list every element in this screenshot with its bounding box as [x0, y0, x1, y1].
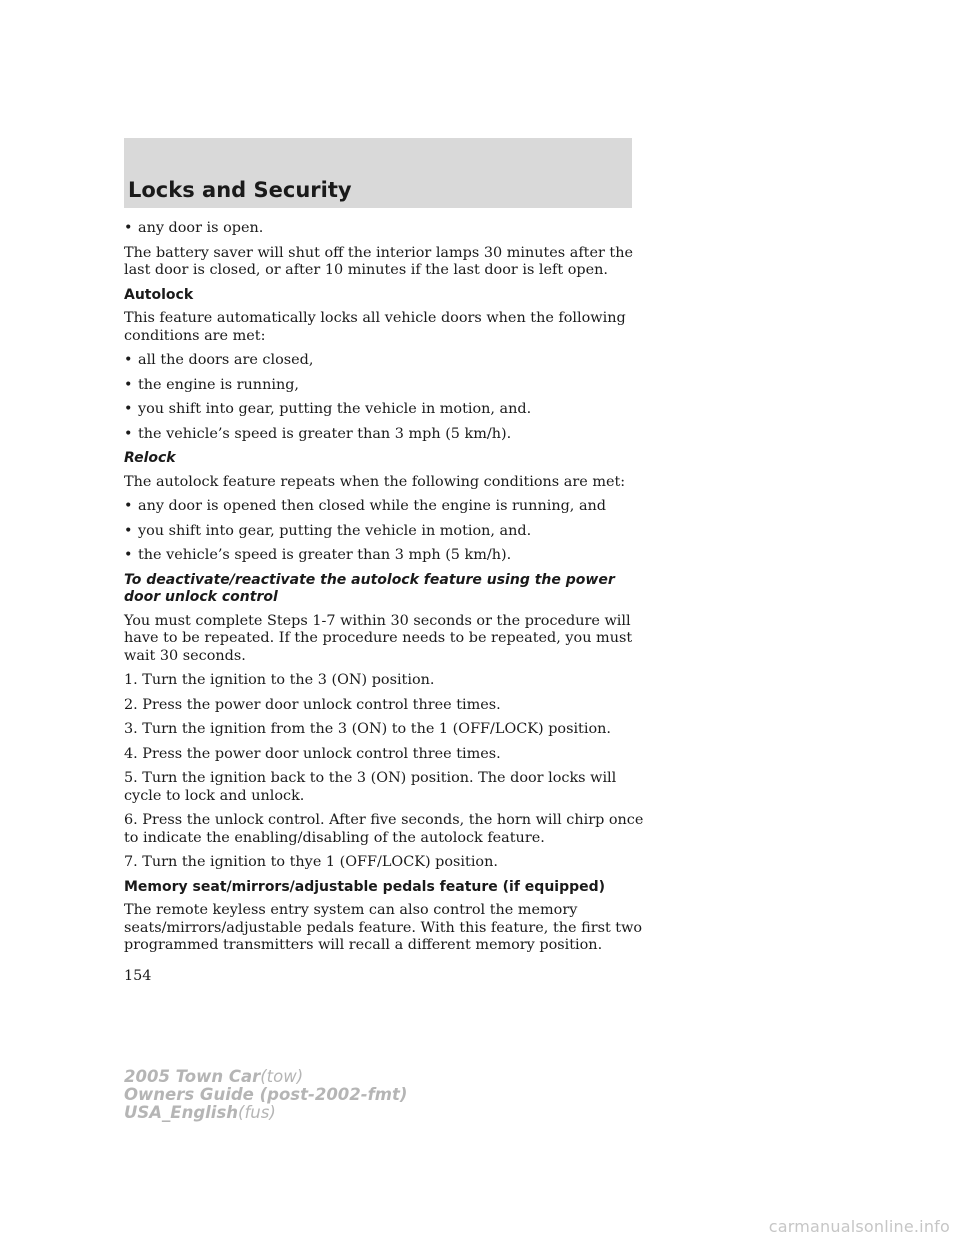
list-item [124, 523, 644, 541]
step-3: 3. Turn the ignition from the 3 (ON) to the 1 (OFF/LOCK) position. [124, 721, 611, 737]
watermark: carmanualsonline.info [768, 1217, 950, 1236]
footer-model: 2005 Town Car [124, 1067, 261, 1086]
bullet-text: any door is open. [138, 220, 264, 236]
section-title: Locks and Security [128, 178, 352, 202]
step-6: 6. Press the unlock control. After five seconds, the horn will chirp once to indicate the enabling/disabling of the autolock feature. [124, 812, 644, 846]
bullet-icon: • [124, 401, 133, 417]
footer-line-3 [124, 1104, 524, 1122]
bullet-icon: • [124, 220, 133, 236]
autolock-heading: Autolock [124, 286, 194, 303]
page-number: 154 [124, 968, 152, 984]
footer-language-code: (fus) [238, 1103, 276, 1122]
step-2: 2. Press the power door unlock control three times. [124, 696, 501, 713]
page-content [124, 220, 644, 962]
footer-language: USA_English [124, 1103, 239, 1122]
step-4: 4. Press the power door unlock control three times. [124, 745, 501, 762]
list-item [124, 377, 644, 395]
list-item [124, 401, 644, 419]
deactivate-intro: You must complete Steps 1-7 within 30 seconds or the procedure will have to be repeated. If the procedure needs to be repeated, you must wait 30 seconds. [124, 612, 633, 664]
bullet-text: you shift into gear, putting the vehicle in motion, and. [138, 522, 532, 539]
battery-saver-paragraph: The battery saver will shut off the interior lamps 30 minutes after the last door is closed, or after 10 minutes if the last door is left open. [124, 244, 633, 278]
document-footer [124, 1068, 524, 1122]
bullet-text: you shift into gear, putting the vehicle in motion, and. [138, 401, 532, 417]
step-1: 1. Turn the ignition to the 3 (ON) position. [124, 672, 435, 688]
bullet-text: the vehicle’s speed is greater than 3 mph (5 km/h). [138, 547, 512, 563]
list-item [124, 426, 644, 444]
footer-line-1 [124, 1068, 524, 1086]
step-7: 7. Turn the ignition to thye 1 (OFF/LOCK) position. [124, 854, 498, 870]
bullet-text: any door is opened then closed while the engine is running, and [138, 498, 607, 514]
deactivate-heading: To deactivate/reactivate the autolock feature using the power door unlock control [124, 571, 615, 605]
list-item [124, 498, 644, 516]
step-5: 5. Turn the ignition back to the 3 (ON) position. The door locks will cycle to lock and unlock. [124, 770, 617, 804]
list-item [124, 352, 644, 370]
bullet-text: the vehicle’s speed is greater than 3 mph (5 km/h). [138, 425, 512, 442]
bullet-text: the engine is running, [138, 376, 300, 393]
footer-model-code: (tow) [260, 1067, 304, 1086]
list-item [124, 220, 644, 238]
relock-heading: Relock [124, 450, 176, 466]
relock-intro: The autolock feature repeats when the following conditions are met: [124, 473, 626, 490]
bullet-icon: • [124, 498, 133, 514]
bullet-icon: • [124, 425, 133, 442]
memory-paragraph: The remote keyless entry system can also control the memory seats/mirrors/adjustable pedals feature. With this feature, the first two programmed transmitters will recall a different memory position. [124, 902, 643, 953]
bullet-icon: • [124, 352, 133, 368]
bullet-icon: • [124, 522, 133, 539]
footer-guide: Owners Guide (post-2002-fmt) [124, 1085, 408, 1104]
memory-heading: Memory seat/mirrors/adjustable pedals feature (if equipped) [124, 878, 606, 895]
bullet-icon: • [124, 547, 133, 563]
bullet-text: all the doors are closed, [138, 352, 314, 368]
list-item [124, 547, 644, 565]
autolock-intro: This feature automatically locks all vehicle doors when the following conditions are met: [124, 310, 626, 344]
footer-line-2 [124, 1086, 524, 1104]
bullet-icon: • [124, 376, 133, 393]
